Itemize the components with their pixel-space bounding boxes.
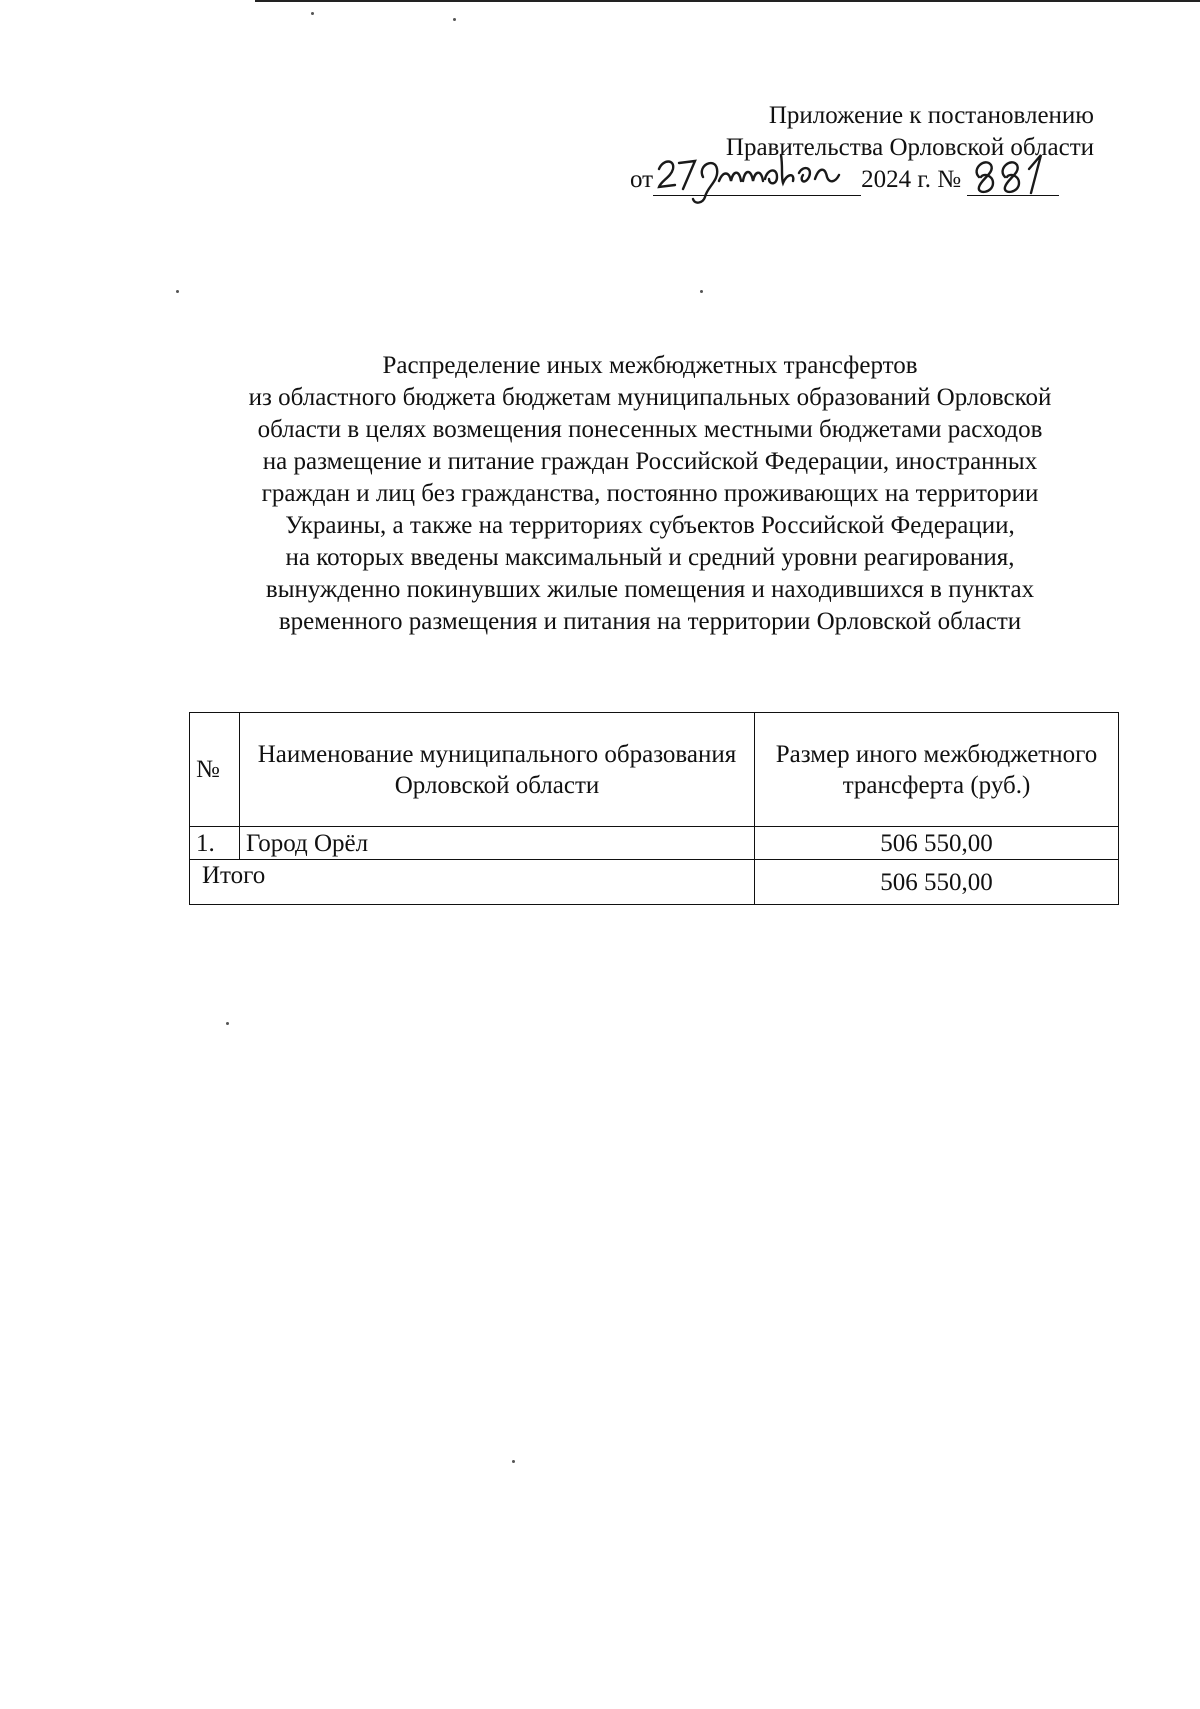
column-header-municipality: Наименование муниципального образования Орловской области (240, 713, 755, 827)
resolution-date-line (630, 164, 1080, 204)
handwritten-date-field (653, 167, 861, 196)
scan-speck (700, 290, 703, 293)
handwritten-number (967, 147, 1059, 205)
scan-speck (226, 1022, 229, 1025)
year-and-number-label: 2024 г. № (861, 166, 962, 193)
top-rule (255, 0, 1200, 2)
scan-speck (176, 290, 179, 293)
column-header-no: № (190, 713, 240, 827)
title-line: вынужденно покинувших жилые помещения и находившихся в пунктах (265, 576, 1035, 603)
title-line: из областного бюджета бюджетам муниципальных образований Орловской (248, 384, 1052, 411)
document-title (120, 350, 1180, 638)
title-line: граждан и лиц без гражданства, постоянно проживающих на территории (261, 480, 1039, 507)
title-line: временного размещения и питания на территории Орловской области (278, 608, 1022, 635)
row-number: 1. (190, 827, 240, 860)
column-header-amount: Размер иного межбюджетного трансферта (руб.) (755, 713, 1119, 827)
total-label: Итого (190, 860, 755, 905)
table-header-row (190, 713, 1119, 827)
title-line: области в целях возмещения понесенных местными бюджетами расходов (257, 416, 1043, 443)
municipality-name: Город Орёл (240, 827, 755, 860)
title-line: Украины, а также на территориях субъектов Российской Федерации, (285, 512, 1015, 539)
appendix-line-2: Правительства Орловской области (725, 134, 1094, 161)
title-line: на которых введены максимальный и средний уровни реагирования, (285, 544, 1015, 571)
date-prefix: от (630, 166, 654, 193)
table-total-row (190, 860, 1119, 905)
transfer-distribution-table (189, 712, 1119, 905)
title-line: на размещение и питание граждан Российской Федерации, иностранных (262, 448, 1038, 475)
appendix-line-1: Приложение к постановлению (768, 102, 1094, 129)
total-amount: 506 550,00 (755, 860, 1119, 905)
handwritten-date (653, 147, 861, 205)
table-row (190, 827, 1119, 860)
scan-speck (311, 12, 314, 15)
transfer-amount: 506 550,00 (755, 827, 1119, 860)
scan-speck (512, 1460, 515, 1463)
title-line: Распределение иных межбюджетных трансфертов (382, 352, 918, 379)
scan-speck (453, 18, 456, 21)
handwritten-number-field (967, 167, 1059, 196)
